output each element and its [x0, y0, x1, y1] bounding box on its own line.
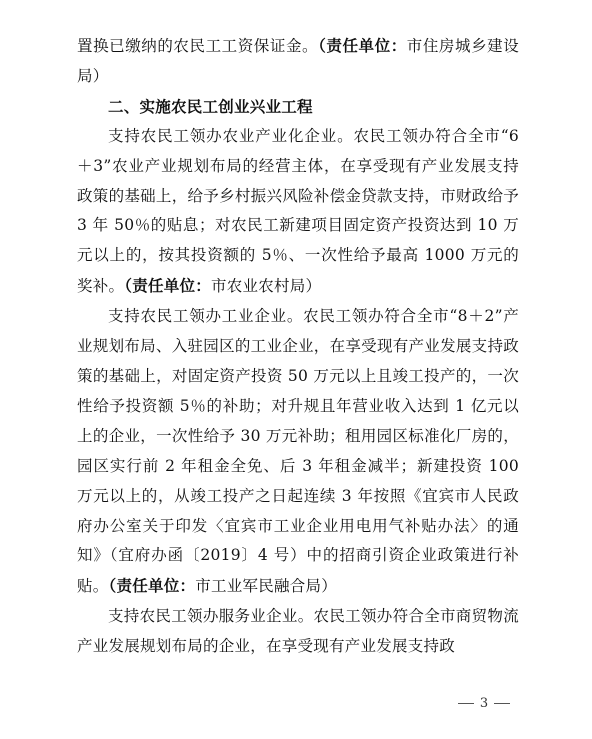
paragraph-text: 置换已缴纳的农民工工资保证金。 [77, 37, 319, 55]
responsibility-label: （责任单位： [108, 576, 196, 596]
paragraph-services: 支持农民工领办服务业企业。农民工领办符合全市商贸物流产业发展规划布局的企业，在享受现有产业发展支持政 [77, 607, 519, 656]
section-heading: 二、实施农民工创业兴业工程 [108, 96, 313, 116]
responsibility-label: （责任单位： [124, 276, 212, 296]
paragraph-agriculture [77, 122, 519, 302]
responsibility-units: 市工业军民融合局） [195, 577, 338, 596]
responsibility-units: 市农业农村局） [211, 277, 322, 296]
page-footer [448, 694, 520, 714]
paragraph-text: 支持农民工领办工业企业。农民工领办符合全市“8＋2”产业规划布局、入驻园区的工业企业，在享受现有产业发展支持政策的基础上，对固定资产投资 50 万元以上且竣工投产的，一次性给予投资额 5％的补助；对升规且年营业收入达到 1 亿元以上的企业，一次性给予 30 万元补助；租用园区标准化厂房的，园区实行前 2 年租金全免、后 3 年租金减半；新建投资 100 万元以上的，从竣工投产之日起连续 3 年按照《宜宾市人民政府办公室关于印发〈宜宾市工业企业用电用气补贴办法〉的通知》（宜府办函〔2019〕4 号）中的招商引资企业政策进行补贴。 [77, 307, 519, 596]
paragraph-industry [77, 302, 519, 602]
page-number: 3 [479, 696, 489, 711]
responsibility-label: （责任单位： [318, 36, 407, 55]
document-body [77, 31, 519, 662]
paragraph-wage-deposit [77, 31, 519, 92]
footer-dash-left [458, 703, 474, 704]
paragraph-text: 支持农民工领办农业产业化企业。农民工领办符合全市“6＋3”农业产业规划布局的经营主体，在享受现有产业发展支持政策的基础上，给予乡村振兴风险补偿金贷款支持，市财政给予 3 年 50％的贴息；对农民工新建项目固定资产投资达到 10 万元以上的，按其投资额的 5％、一次性给予最高 1000 万元的奖补。 [77, 126, 519, 296]
footer-dash-right [494, 703, 510, 704]
responsibility-units: 市住房城乡建设局） [77, 37, 519, 85]
